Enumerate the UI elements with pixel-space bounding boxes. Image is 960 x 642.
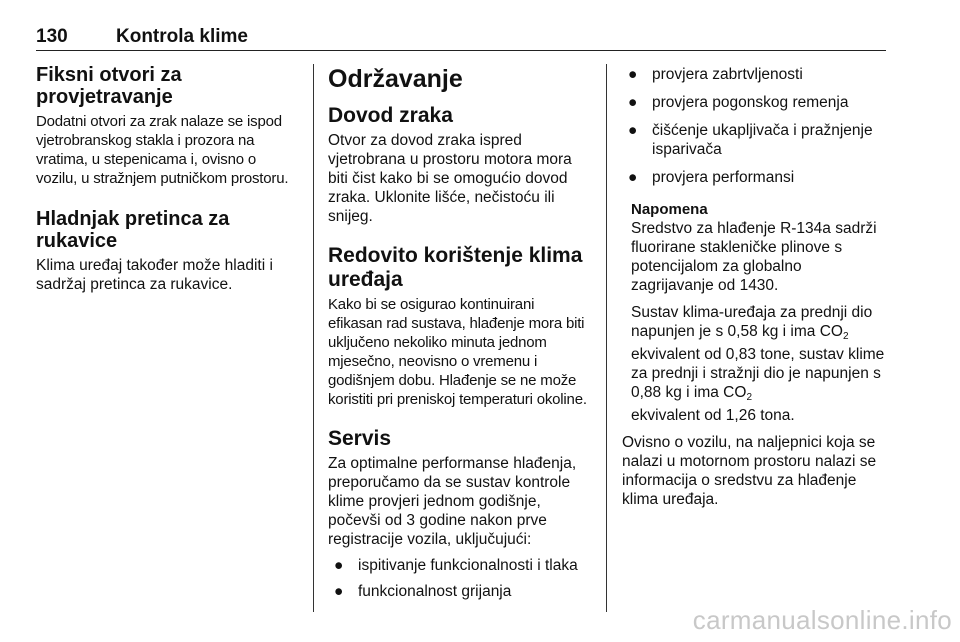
text-regular-use: Kako bi se osigurao kontinuirani efikasan rad sustava, hlađenje mora biti uključeno nekoliko minuta jednom mjesečno, neovisno o vremenu i godišnjem dobu. Hlađenje se ne može koristiti pri preniskoj temperaturi okoline.: [328, 296, 587, 408]
service-list: [328, 556, 588, 601]
column-1: [36, 64, 300, 294]
subscript: 2: [746, 392, 752, 403]
list-item: ● ispitivanje funkcionalnosti i tlaka: [334, 557, 578, 574]
list-item: ● provjera performansi: [628, 169, 795, 186]
subscript: 2: [842, 331, 849, 342]
column-3: [622, 65, 888, 509]
column-2: [328, 64, 588, 601]
list-item: ● provjera zabrtvljenosti: [628, 66, 803, 83]
bullet: ●: [628, 122, 638, 139]
text-fixed-vents: Dodatni otvori za zrak nalaze se ispod vjetrobranskog stakla i prozora na vratima, u stepenicama i, ovisno o vozilu, u stražnjem putničkom prostoru.: [36, 113, 289, 187]
heading-maintenance: Održavanje: [328, 65, 463, 93]
heading-air-intake: Dovod zraka: [328, 104, 453, 127]
bullet: ●: [628, 66, 638, 83]
text-air-intake: Otvor za dovod zraka ispred vjetrobrana u prostoru motora mora biti čist kako bi se omogućio dovod zraka. Uklonite lišće, nečistoću ili snijeg.: [328, 132, 572, 225]
column-divider: [313, 64, 314, 612]
list-item: ● funkcionalnost grijanja: [334, 583, 512, 600]
text-glovebox-cooler: Klima uređaj također može hladiti i sadržaj pretinca za rukavice.: [36, 257, 273, 293]
note-text: Sredstvo za hlađenje R-134a sadrži fluorirane stakleničke plinove s potencijalom za globalno zagrijavanje od 1430.: [631, 220, 877, 294]
checks-list: [622, 65, 888, 187]
bullet: ●: [334, 557, 344, 574]
heading-regular-use: Redovito korištenje klima uređaja: [328, 244, 583, 291]
note-text-equivalent: ekvivalent od 1,26 tona.: [631, 407, 795, 424]
list-item: ● provjera pogonskog remenja: [628, 94, 849, 111]
heading-glovebox-cooler: Hladnjak pretinca za rukavice: [36, 208, 230, 252]
running-title: Kontrola klime: [116, 26, 248, 47]
column-divider: [606, 64, 607, 612]
watermark: carmanualsonline.info: [692, 605, 952, 635]
heading-service: Servis: [328, 427, 392, 450]
header-rule: [36, 50, 886, 51]
bullet: ●: [628, 169, 638, 186]
note-label: Napomena: [631, 201, 708, 218]
text-refrigerant-label: Ovisno o vozilu, na naljepnici koja se nalazi u motornom prostoru nalazi se informacija o sredstvu za hlađenje klima uređaja.: [622, 434, 877, 508]
note-text-charge-cont: ekvivalent od 0,83 tone, sustav klime za prednji i stražnji dio je napunjen s 0,88 kg i ima $CO_2$: [631, 346, 885, 403]
bullet: ●: [628, 94, 638, 111]
note-box: [622, 201, 888, 425]
text-service: Za optimalne performanse hlađenja, preporučamo da se sustav kontrole klime provjeri jednom godišnje, počevši od 3 godine nakon prve registracije vozila, uključujući:: [328, 455, 577, 548]
list-item: ● čišćenje ukapljivača i pražnjenje isparivača: [628, 122, 873, 158]
heading-fixed-vents: Fiksni otvori za provjetravanje: [36, 64, 182, 108]
bullet: ●: [334, 583, 344, 600]
note-text-charge: Sustav klima-uređaja za prednji dio napunjen je s 0,58 kg i ima $CO_2$: [631, 304, 873, 342]
page-number: 130: [36, 26, 68, 47]
